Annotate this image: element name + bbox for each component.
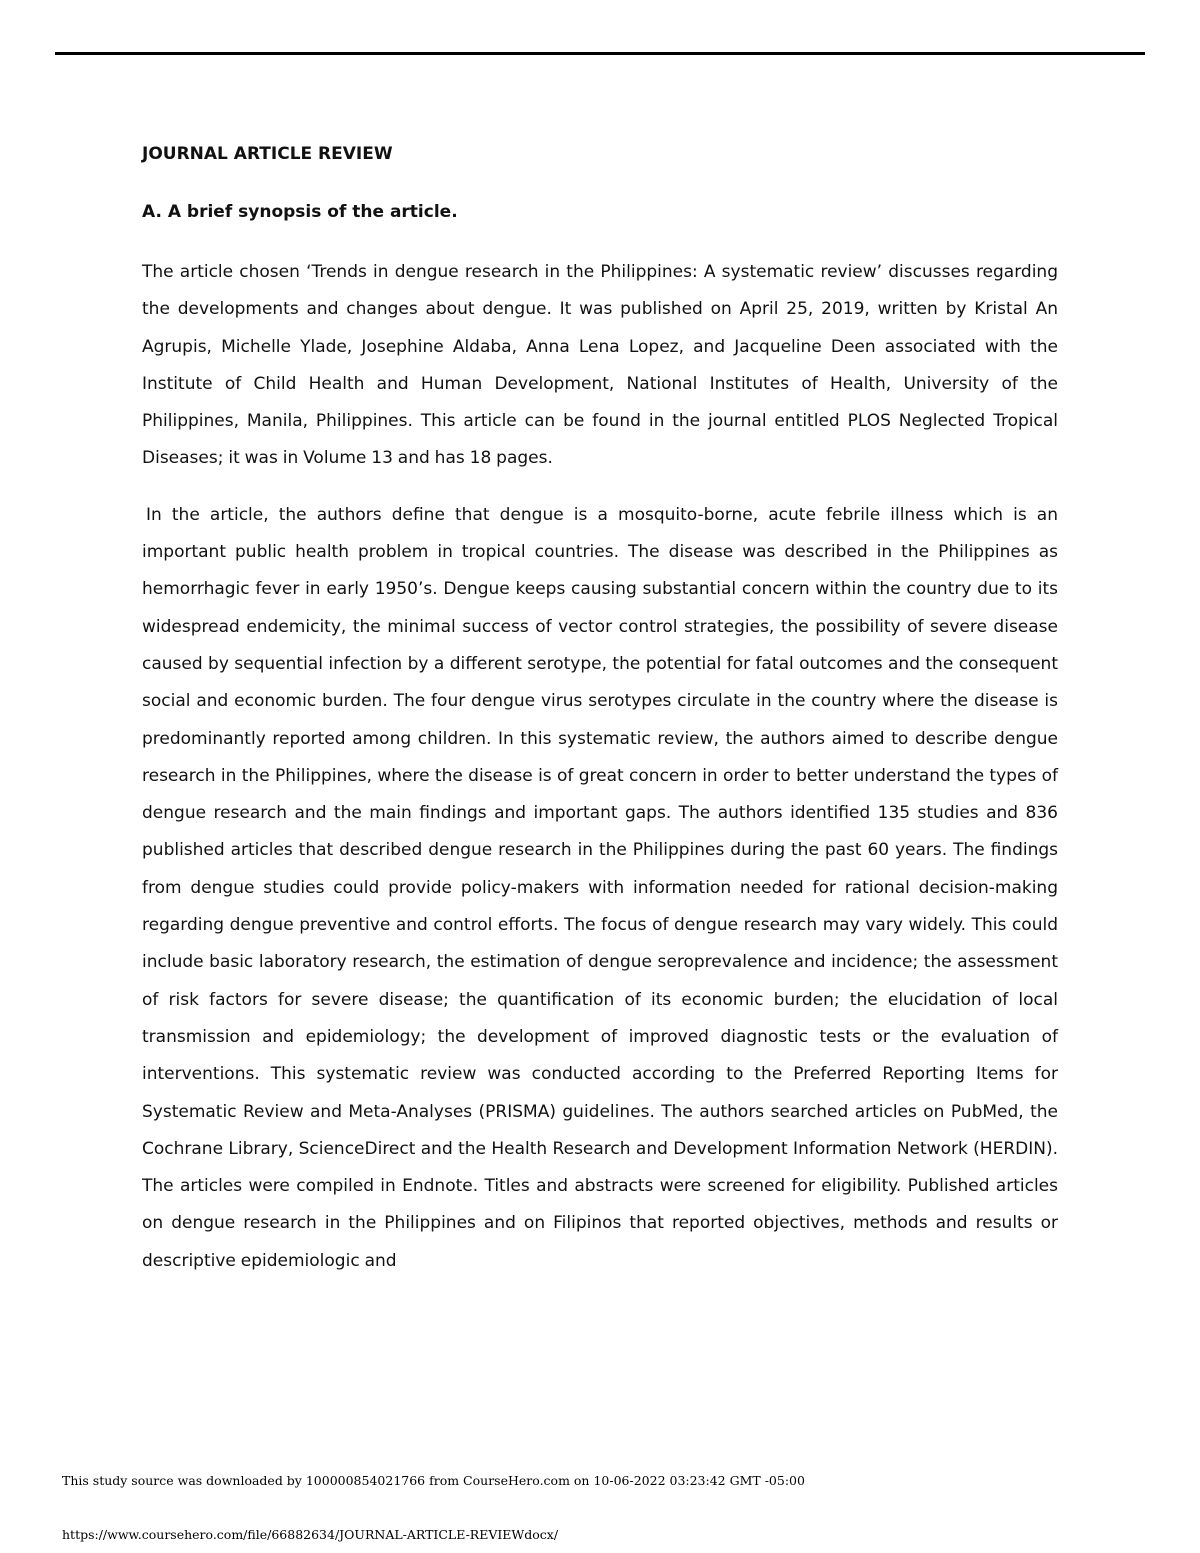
download-source-note: This study source was downloaded by 100000854021766 from CourseHero.com on 10-06-2022 03:23:42 GMT -05:00 [62, 1473, 805, 1488]
section-heading: A. A brief synopsis of the article. [142, 202, 458, 222]
document-title: JOURNAL ARTICLE REVIEW [142, 144, 393, 164]
document-body [142, 142, 1058, 1280]
paragraph-article-summary: In the article, the authors define that dengue is a mosquito-borne, acute febrile illness which is an important public health problem in tropical countries. The disease was described in the Philippines as hemorrhagic fever in early 1950’s. Dengue keeps causing substantial concern within the country due to its widespread endemicity, the minimal success of vector control strategies, the possibility of severe disease caused by sequential infection by a different serotype, the potential for fatal outcomes and the consequent social and economic burden. The four dengue virus serotypes circulate in the country where the disease is predominantly reported among children. In this systematic review, the authors aimed to describe dengue research in the Philippines, where the disease is of great concern in order to better understand the types of dengue research and the main findings and important gaps. The authors identified 135 studies and 836 published articles that described dengue research in the Philippines during the past 60 years. The findings from dengue studies could provide policy-makers with information needed for rational decision-making regarding dengue preventive and control efforts. The focus of dengue research may vary widely. This could include basic laboratory research, the estimation of dengue seroprevalence and incidence; the assessment of risk factors for severe disease; the quantification of its economic burden; the elucidation of local transmission and epidemiology; the development of improved diagnostic tests or the evaluation of interventions. This systematic review was conducted according to the Preferred Reporting Items for Systematic Review and Meta-Analyses (PRISMA) guidelines. The authors searched articles on PubMed, the Cochrane Library, ScienceDirect and the Health Research and Development Information Network (HERDIN). The articles were compiled in Endnote. Titles and abstracts were screened for eligibility. Published articles on dengue research in the Philippines and on Filipinos that reported objectives, methods and results or descriptive epidemiologic and [142, 504, 1058, 1271]
header-divider [55, 52, 1145, 55]
source-url: https://www.coursehero.com/file/66882634/JOURNAL-ARTICLE-REVIEWdocx/ [62, 1527, 559, 1542]
paragraph-article-details: The article chosen ‘Trends in dengue research in the Philippines: A systematic review’ discusses regarding the developments and changes about dengue. It was published on April 25, 2019, written by Kristal An Agrupis, Michelle Ylade, Josephine Aldaba, Anna Lena Lopez, and Jacqueline Deen associated with the Institute of Child Health and Human Development, National Institutes of Health, University of the Philippines, Manila, Philippines. This article can be found in the journal entitled PLOS Neglected Tropical Diseases; it was in Volume 13 and has 18 pages. [142, 262, 1058, 469]
